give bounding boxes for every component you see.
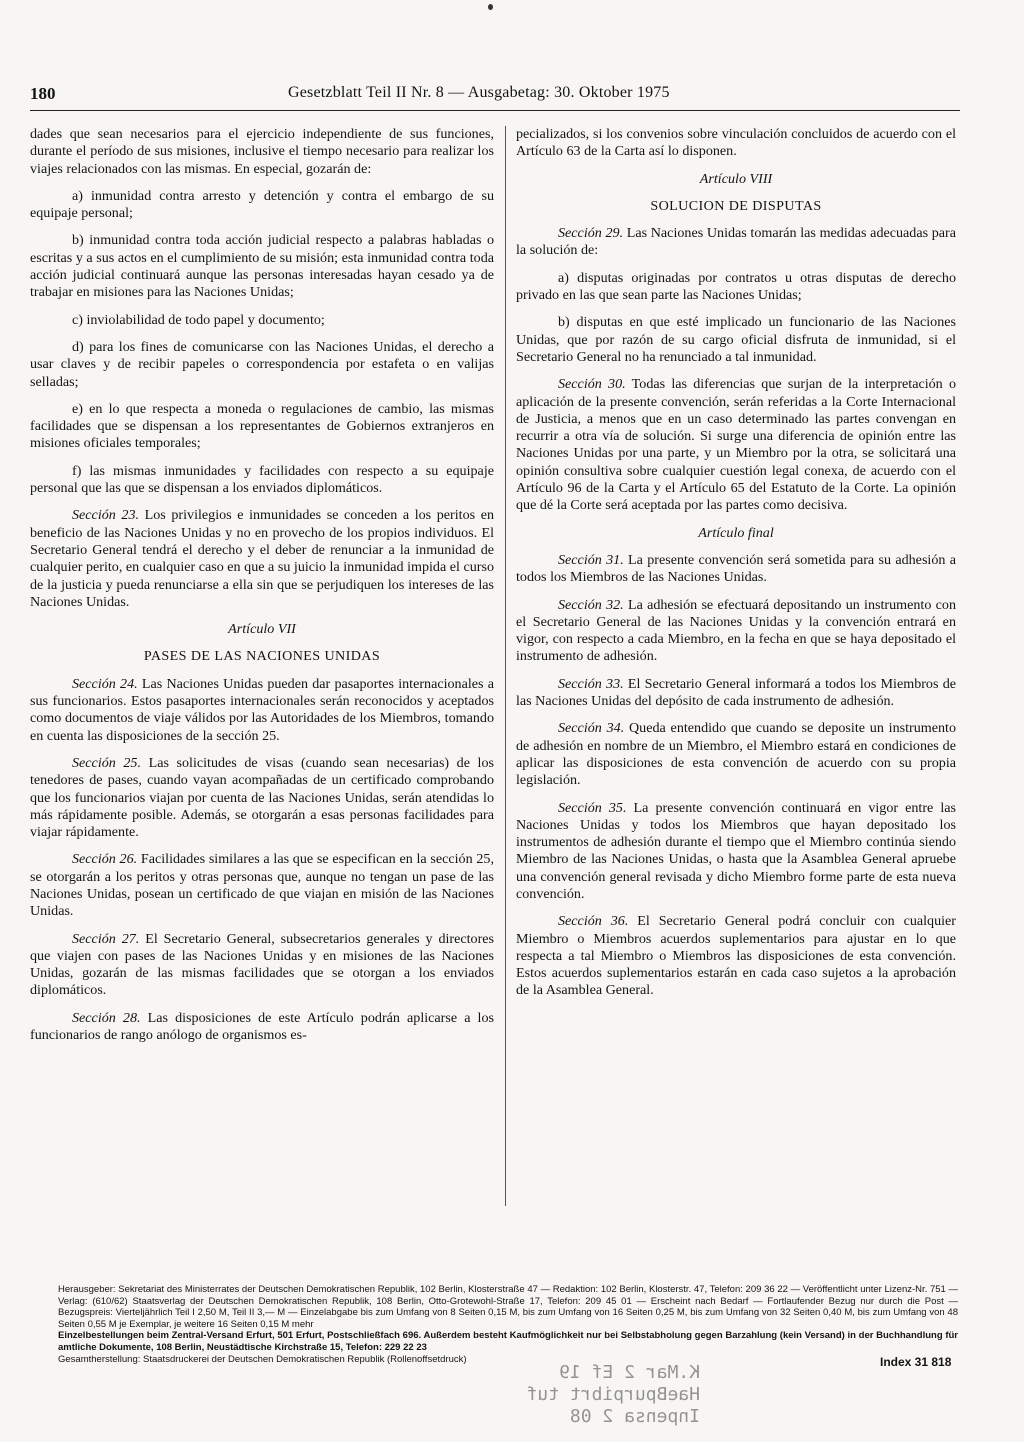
column-divider <box>505 126 506 1206</box>
section-text: Las solicitudes de visas (cuando sean necesarias) de los tenedores de pases, cuando vayan acompañadas de un certificado comprobando que los funcionarios viajan por cuenta de las Naciones Unidas, serán atendidas lo más rápidamente posible. Además, se otorgarán a esas personas facilidades para viajar rápidamente. <box>30 754 494 841</box>
section-text: La presente convención continuará en vigor entre las Naciones Unidas y todos los Miembros que hayan depositado los instrumentos de adhesión durante el tiempo que el Miembro continúa siendo Miembro de las Naciones Unidas, o hasta que la Asamblea General apruebe una convención general revisada y dicho Miembro forme parte de esta nueva convención. <box>516 799 957 902</box>
continued-paragraph: pecializados, si los convenios sobre vinculación concluidos de acuerdo con el Artículo 63 de la Carta así lo disponen. <box>516 126 956 160</box>
section-text: La presente convención será sometida para su adhesión a todos los Miembros de las Naciones Unidas. <box>516 551 956 586</box>
list-paragraph: f) las mismas inmunidades y facilidades con respecto a su equipaje personal que las que se dispensan a los enviados diplomáticos. <box>30 462 494 497</box>
imprint-footer <box>58 1284 958 1365</box>
section-paragraph <box>30 931 494 1000</box>
list-paragraph: b) inmunidad contra toda acción judicial respecto a palabras habladas o escritas y a sus actos en el cumplimiento de su misión; esta inmunidad contra toda acción judicial continuará aunque las personas interesadas hayan cesado ya de trabajar en misiones para las Naciones Unidas; <box>30 232 494 301</box>
section-text: El Secretario General informará a todos los Miembros de las Naciones Unidas del depósito de cada instrumento de adhesión. <box>516 675 956 710</box>
section-label: Sección 34. <box>558 720 625 737</box>
section-text: Queda entendido que cuando se deposite un instrumento de adhesión en nombre de un Miembro, el Miembro estará en condiciones de aplicar las disposiciones de esta convención de acuerdo con su propia legislación. <box>516 720 956 789</box>
section-paragraph <box>30 851 494 920</box>
list-paragraph: a) disputas originadas por contratos u otras disputas de derecho privado en las que sean parte las Naciones Unidas; <box>516 269 956 304</box>
imprint-printer: Gesamtherstellung: Staatsdruckerei der Deutschen Demokratischen Republik (Rollenoffsetdruck) <box>58 1353 467 1365</box>
section-text: Las disposiciones de este Artículo podrán aplicarse a los funcionarios de rango anólogo de organismos es- <box>30 1009 495 1044</box>
list-paragraph: b) disputas en que esté implicado un funcionario de las Naciones Unidas, que por razón de su cargo oficial disfruta de inmunidad, si el Secretario General no ha renunciado a tal inmunidad. <box>516 314 956 365</box>
list-paragraph: e) en lo que respecta a moneda o regulaciones de cambio, las mismas facilidades que se dispensan a los representantes de Gobiernos extranjeros en misiones oficiales temporales; <box>30 400 494 452</box>
article-heading: PASES DE LAS NACIONES UNIDAS <box>143 648 381 665</box>
section-text: Las Naciones Unidas pueden dar pasaportes internacionales a sus funcionarios. Estos pasaportes internacionales serán reconocidos y aceptados como documentos de viaje válidos por las Autoridades de los Miembros, tomando en cuenta las disposiciones de la sección 25. <box>30 675 494 744</box>
section-paragraph <box>30 507 494 611</box>
article-heading: SOLUCION DE DISPUTAS <box>650 197 822 214</box>
section-text: Las Naciones Unidas tomarán las medidas adecuadas para la solución de: <box>516 225 956 259</box>
section-paragraph <box>516 597 956 666</box>
list-paragraph: c) inviolabilidad de todo papel y documento; <box>72 311 325 328</box>
section-label: Sección 35. <box>558 799 627 816</box>
section-paragraph <box>516 376 956 514</box>
section-label: Sección 27. <box>72 930 140 947</box>
section-label: Sección 36. <box>558 913 629 930</box>
running-title: Gesetzblatt Teil II Nr. 8 — Ausgabetag: 30. Oktober 1975 <box>288 84 670 101</box>
right-column <box>516 126 956 1010</box>
faded-stamp-imprint: K.Mar 2 Ef 19 HaeBpurpibrt tuf Inpensa 2 08 <box>526 1362 700 1427</box>
section-paragraph <box>516 225 956 260</box>
section-label: Sección 31. <box>558 551 624 568</box>
section-text: Facilidades similares a las que se especifican en la sección 25, se otorgarán a los peritos y otras personas que, aunque no tengan un pase de las Naciones Unidas, posean un certificado de que viajan en misión de las Naciones Unidas. <box>30 851 494 920</box>
article-title: Artículo VIII <box>699 170 773 187</box>
left-column <box>30 126 494 1054</box>
list-paragraph: d) para los fines de comunicarse con las Naciones Unidas, el derecho a usar claves y de recibir papeles o correspondencia por estafeta o en valijas selladas; <box>30 338 494 390</box>
section-label: Sección 24. <box>72 675 138 692</box>
article-title: Artículo final <box>698 524 774 541</box>
section-label: Sección 33. <box>558 675 624 692</box>
section-label: Sección 23. <box>72 507 140 524</box>
section-paragraph <box>30 1010 494 1045</box>
section-paragraph <box>516 552 956 587</box>
section-text: La adhesión se efectuará depositando un instrumento con el Secretario General de las Naciones Unidas y la convención entrará en vigor, con respecto a cada Miembro, en la fecha en que se haya depositado el instrumento de adhesión. <box>516 596 956 665</box>
list-paragraph: a) inmunidad contra arresto y detención y contra el embargo de su equipaje personal; <box>30 187 494 222</box>
section-paragraph <box>516 913 956 999</box>
section-paragraph <box>30 755 494 841</box>
section-text: Los privilegios e inmunidades se conceden a los peritos en beneficio de las Naciones Unidas y no en provecho de los propios individuos. El Secretario General tendrá el derecho y el deber de renunciar a la inmunidad de cualquier perito, en cualquier caso en que a su juicio la inmunidad impida el curso de la justicia y pueda renunciarse a ella sin que se perjudiquen los intereses de las Naciones Unidas. <box>30 507 494 610</box>
section-label: Sección 29. <box>558 225 624 242</box>
header-rule <box>30 110 960 111</box>
section-label: Sección 30. <box>558 376 626 393</box>
imprint-publisher: Herausgeber: Sekretariat des Ministerrates der Deutschen Demokratischen Republik, 102 Berlin, Klosterstraße 47 — Redaktion: 102 Berlin, Klosterstr. 47, Telefon: 209 36 22 — Veröffentlicht unter Lizenz-Nr. 751 — Verlag: (610/62) Staatsverlag der Deutschen Demokratischen Republik, 108 Berlin, Otto-Grotewohl-Straße 17, Telefon: 209 45 01 — Erscheint nach Bedarf — Fortlaufender Bezug nur durch die Post — Bezugspreis: Vierteljährlich Teil I 2,50 M, Teil II 3,— M — Einzelabgabe bis zum Umfang von 8 Seiten 0,15 M, bis zum Umfang von 16 Seiten 0,25 M, bis zum Umfang von 32 Seiten 0,40 M, bis zum Umfang von 48 Seiten 0,55 M je Exemplar, je weitere 16 Seiten 0,15 M mehr <box>58 1284 958 1330</box>
section-label: Sección 26. <box>72 851 138 868</box>
print-speck <box>488 4 493 10</box>
section-label: Sección 25. <box>72 754 142 771</box>
section-paragraph <box>30 676 494 745</box>
section-label: Sección 32. <box>558 596 624 613</box>
section-text: Todas las diferencias que surjan de la interpretación o aplicación de la presente convención, serán referidas a la Corte Internacional de Justicia, a menos que en un caso determinado las partes convengan en recurrir a otra vía de solución. Si surge una diferencia de opinión entre las Naciones Unidas por una parte, y un Miembro por la otra, se solicitará una opinión consultiva sobre cualquier cuestión legal conexa, de acuerdo con el Artículo 96 de la Carta y el Artículo 65 del Estatuto de la Corte. La opinión que dé la Corte será aceptada por las partes como decisiva. <box>516 376 956 514</box>
section-text: El Secretario General, subsecretarios generales y directores que viajen con pases de las Naciones Unidas y en misiones de las Naciones Unidas, gozarán de las mismas facilidades que se otorgan a los enviados diplomáticos. <box>30 930 495 999</box>
page-number: 180 <box>30 84 56 103</box>
section-label: Sección 28. <box>72 1009 141 1026</box>
section-paragraph <box>516 720 956 789</box>
page-header <box>30 84 960 108</box>
index-number: Index 31 818 <box>880 1355 952 1369</box>
article-title: Artículo VII <box>228 621 296 638</box>
section-paragraph <box>516 676 956 711</box>
section-paragraph <box>516 800 956 904</box>
continued-paragraph: dades que sean necesarios para el ejercicio independiente de sus funciones, durante el período de sus misiones, inclusive el tiempo necesario para realizar los viajes relacionados con las mismas. En especial, gozarán de: <box>30 126 494 177</box>
section-text: El Secretario General podrá concluir con cualquier Miembro o Miembros acuerdos suplementarios para ajustar en lo que respecta a tal Miembro o Miembros las disposiciones de esta convención. Estos acuerdos suplementarios estarán en cada caso sujetos a la aprobación de la Asamblea General. <box>516 913 957 999</box>
imprint-orders: Einzelbestellungen beim Zentral-Versand Erfurt, 501 Erfurt, Postschließfach 696. Außerdem besteht Kaufmöglichkeit nur bei Selbstabholung gegen Barzahlung (kein Versand) in der Buchhandlung für amtliche Dokumente, 108 Berlin, Neustädtische Kirchstraße 15, Telefon: 229 22 23 <box>58 1330 958 1353</box>
